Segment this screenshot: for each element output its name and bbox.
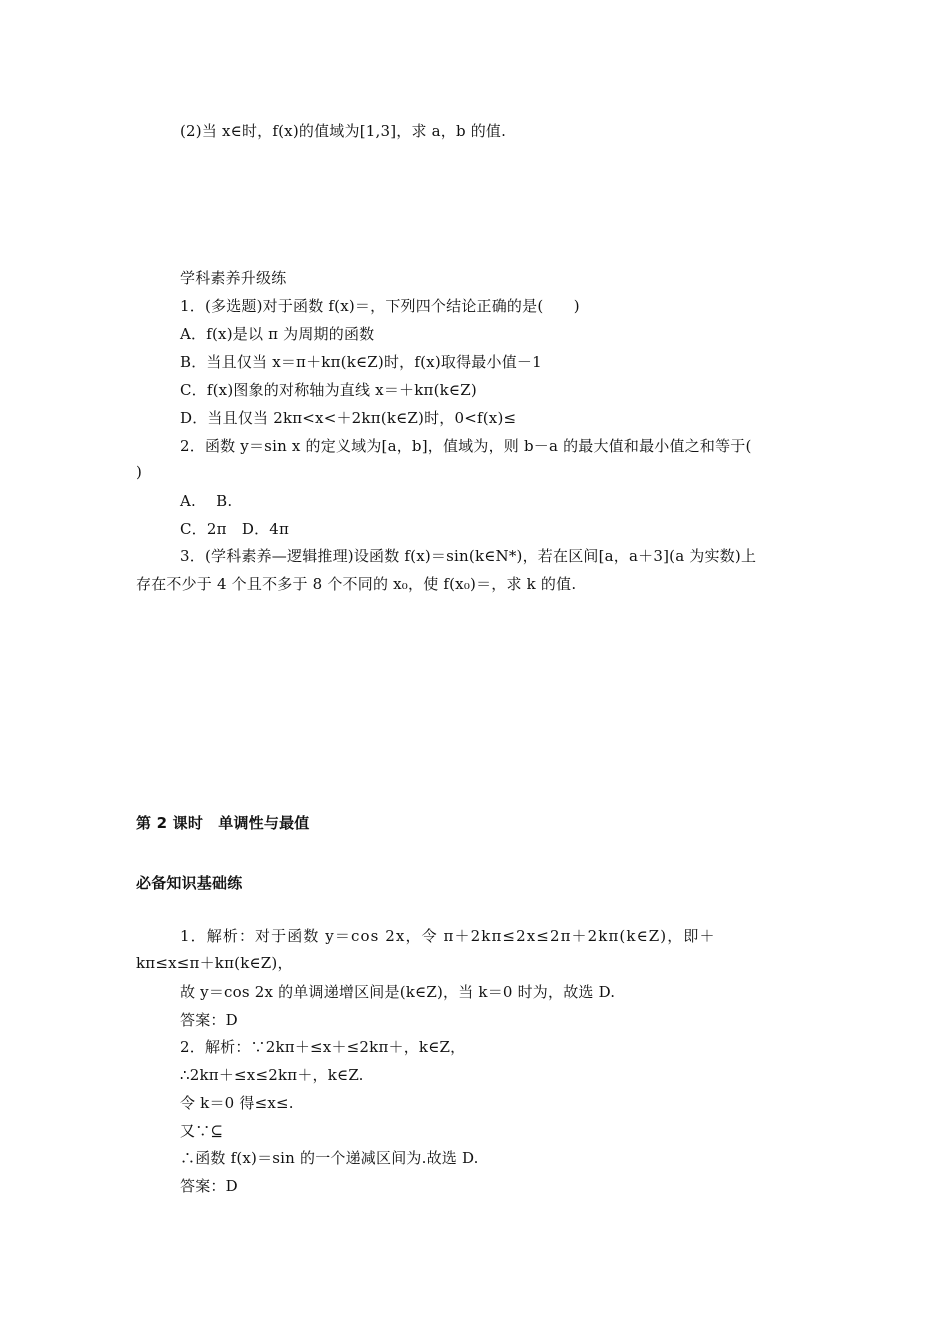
q1-option-a: A．f(x)是以 π 为周期的函数 [180,325,375,343]
part2-question-line: (2)当 x∈时，f(x)的值域为[1,3]，求 a，b 的值. [180,122,507,140]
q3-stem-line1: 3．(学科素养—逻辑推理)设函数 f(x)＝sin(k∈N*)，若在区间[a，a＋3](a 为实数)上 [180,547,757,565]
q2-options-cd: C．2π D．4π [180,520,290,538]
q1-option-d: D．当且仅当 2kπ<x<＋2kπ(k∈Z)时，0<f(x)≤ [180,409,517,427]
q2-stem-line2: ) [136,463,143,481]
sol2-answer: 答案：D [180,1177,238,1195]
lesson-title: 第 2 课时 单调性与最值 [136,814,310,832]
q1-stem: 1．(多选题)对于函数 f(x)＝，下列四个结论正确的是( ) [180,297,580,315]
q2-options-ab: A. B. [180,492,233,510]
sol2-line5: ∴函数 f(x)＝sin 的一个递减区间为.故选 D. [180,1149,479,1167]
sol2-line3: 令 k＝0 得≤x≤. [180,1094,294,1112]
q3-stem-line2: 存在不少于 4 个且不多于 8 个不同的 x₀，使 f(x₀)＝，求 k 的值. [136,575,577,593]
practice-heading: 学科素养升级练 [180,269,287,287]
sol1-line1: 1．解析：对于函数 y＝cos 2x，令 π＋2kπ≤2x≤2π＋2kπ(k∈Z)，即＋ [180,927,716,945]
q2-stem-line1: 2．函数 y＝sin x 的定义域为[a，b]，值域为，则 b－a 的最大值和最小值之和等于( [180,437,752,455]
sol2-line4: 又∵⊆ [180,1122,224,1140]
sol1-answer: 答案：D [180,1011,238,1029]
sol1-line2: kπ≤x≤π＋kπ(k∈Z)， [136,954,293,972]
sol2-line1: 2．解析：∵2kπ＋≤x＋≤2kπ＋，k∈Z， [180,1038,466,1056]
sol2-line2: ∴2kπ＋≤x≤2kπ＋，k∈Z. [180,1066,364,1084]
q1-option-c: C．f(x)图象的对称轴为直线 x＝＋kπ(k∈Z) [180,381,477,399]
section-heading: 必备知识基础练 [136,874,243,892]
sol1-line3: 故 y＝cos 2x 的单调递增区间是(k∈Z)，当 k＝0 时为，故选 D. [180,983,616,1001]
q1-option-b: B．当且仅当 x＝π＋kπ(k∈Z)时，f(x)取得最小值－1 [180,353,542,371]
